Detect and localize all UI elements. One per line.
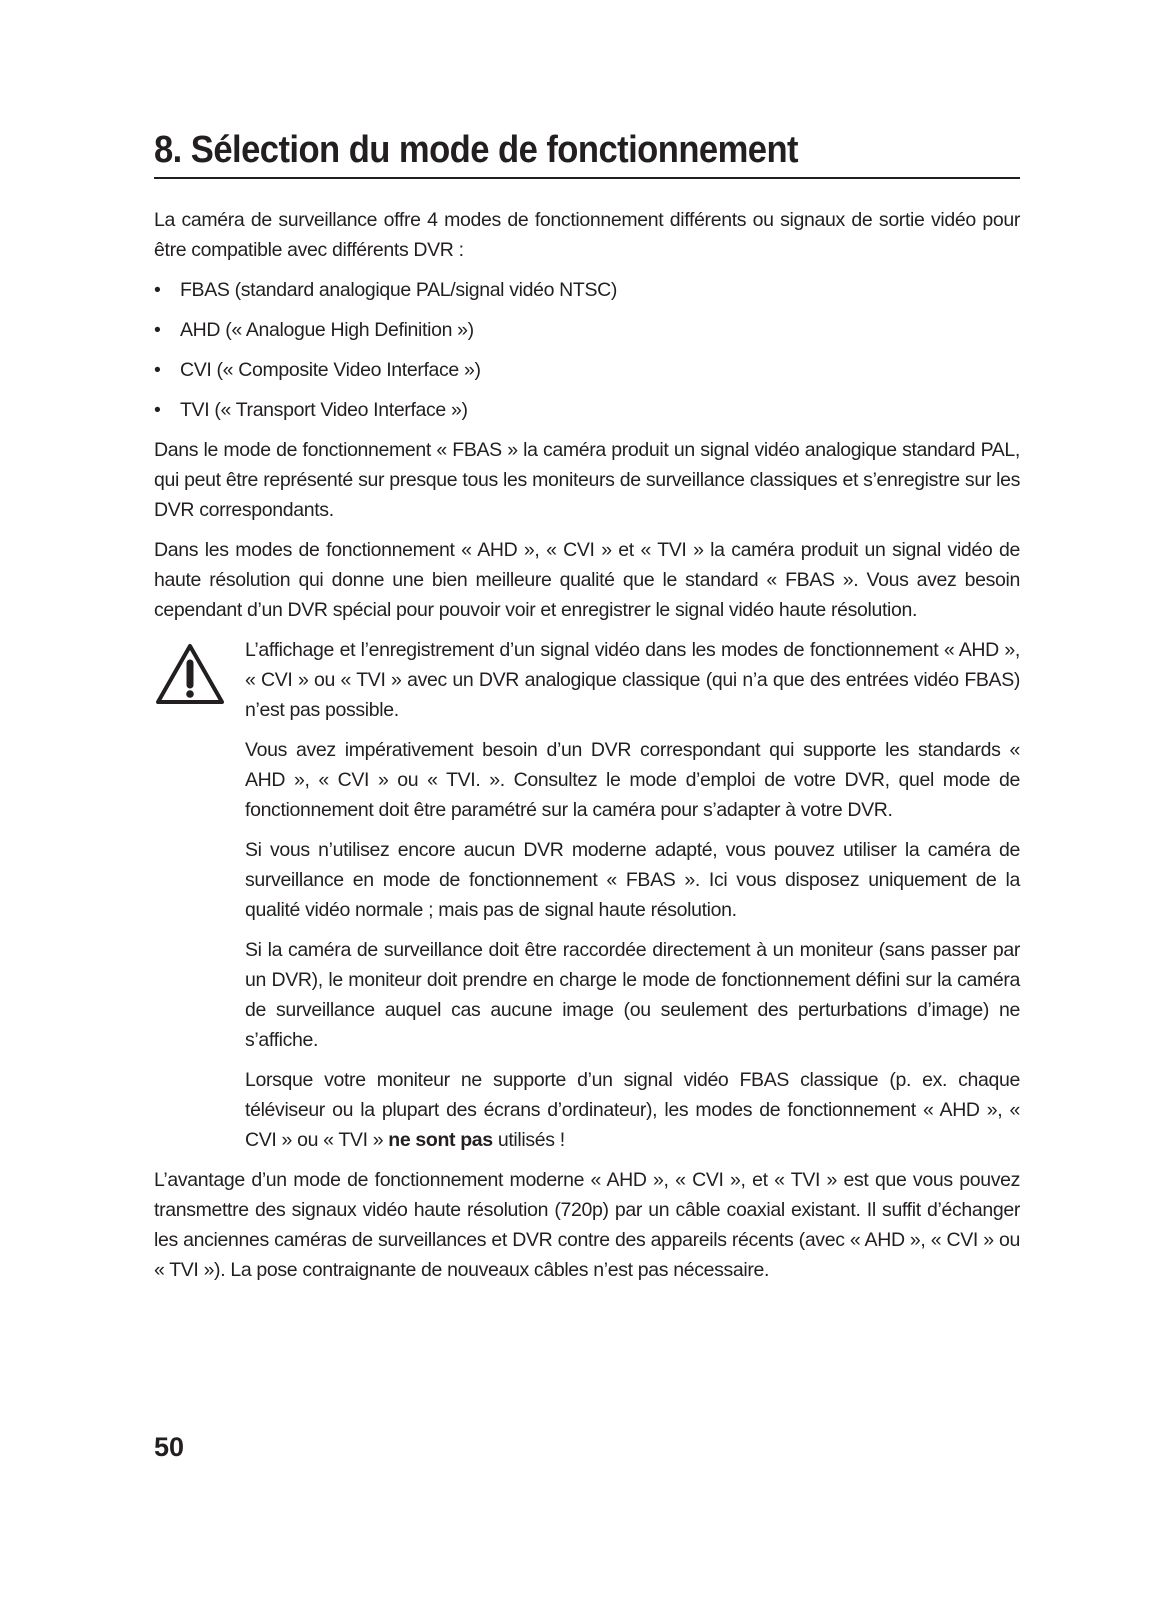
list-item-text: AHD (« Analogue High Definition ») [180,319,474,341]
warning-text: Vous avez impérativement besoin d’un DVR correspondant qui supporte les standards « AHD », « CVI » ou « TVI. ». Consultez le mode d’emploi de votre DVR, quel mode de fonctionnement doit être paramétré sur la caméra pour s’adapter à votre DVR. [245,739,1020,821]
warning-text: Si la caméra de surveillance doit être raccordée directement à un moniteur (sans passer par un DVR), le moniteur doit prendre en charge le mode de fonctionnement défini sur la caméra de surveillance auquel cas aucune image (ou seulement des perturbations d’image) ne s’affiche. [245,939,1020,1051]
page-title: 8. Sélection du mode de fonctionnement [154,129,799,171]
list-item-text: FBAS (standard analogique PAL/signal vidéo NTSC) [180,279,617,301]
emphasis-text: ne sont pas [388,1129,493,1151]
hd-modes-paragraph: Dans les modes de fonctionnement « AHD », « CVI » et « TVI » la caméra produit un signal vidéo de haute résolution qui donne une bien meilleure qualité que le standard « FBAS ». Vous avez besoin cependant d’un DVR spécial pour pouvoir voir et enregistrer le signal vidéo haute résolution. [154,539,1020,621]
warning-text: Si vous n’utilisez encore aucun DVR moderne adapté, vous pouvez utiliser la caméra de surveillance en mode de fonctionnement « FBAS ». Ici vous disposez uniquement de la qualité vidéo normale ; mais pas de signal haute résolution. [245,839,1020,921]
list-item-text: CVI (« Composite Video Interface ») [180,359,481,381]
page-content [154,205,1020,1295]
bullet-icon: • [154,279,161,301]
manual-page [154,0,1020,1600]
bullet-icon: • [154,359,161,381]
warning-text-start: Lorsque votre moniteur ne supporte d’un signal vidéo FBAS classique (p. ex. chaque téléviseur ou la plupart des écrans d’ordinateur), les modes de fonctionnement « AHD », « CVI » ou « TVI » [245,1069,1020,1151]
title-underline [154,177,1020,179]
warning-text-end: utilisés ! [492,1129,565,1151]
list-item [154,395,1020,425]
list-item [154,315,1020,345]
list-item-text: TVI (« Transport Video Interface ») [180,399,468,421]
warning-text-final [245,1065,1020,1155]
fbas-paragraph: Dans le mode de fonctionnement « FBAS » la caméra produit un signal vidéo analogique standard PAL, qui peut être représenté sur presque tous les moniteurs de surveillance classiques et s’enregistre sur les DVR correspondants. [154,439,1020,521]
bullet-icon: • [154,319,161,341]
list-item [154,355,1020,385]
warning-text: L’affichage et l’enregistrement d’un signal vidéo dans les modes de fonctionnement « AHD », « CVI » ou « TVI » avec un DVR analogique classique (qui n’a que des entrées vidéo FBAS) n’est pas possible. [245,639,1020,721]
list-item [154,275,1020,305]
warning-notice [154,635,1020,1155]
page-number: 50 [154,1432,185,1462]
warning-triangle-icon [154,641,226,707]
conclusion-paragraph: L’avantage d’un mode de fonctionnement moderne « AHD », « CVI », et « TVI » est que vous pouvez transmettre des signaux vidéo haute résolution (720p) par un câble coaxial existant. Il suffit d’échanger les anciennes caméras de surveillances et DVR contre des appareils récents (avec « AHD », « CVI » ou « TVI »). La pose contraignante de nouveaux câbles n’est pas nécessaire. [154,1169,1020,1281]
intro-paragraph: La caméra de surveillance offre 4 modes de fonctionnement différents ou signaux de sortie vidéo pour être compatible avec différents DVR : [154,209,1020,261]
bullet-icon: • [154,399,161,421]
modes-list [154,275,1020,425]
